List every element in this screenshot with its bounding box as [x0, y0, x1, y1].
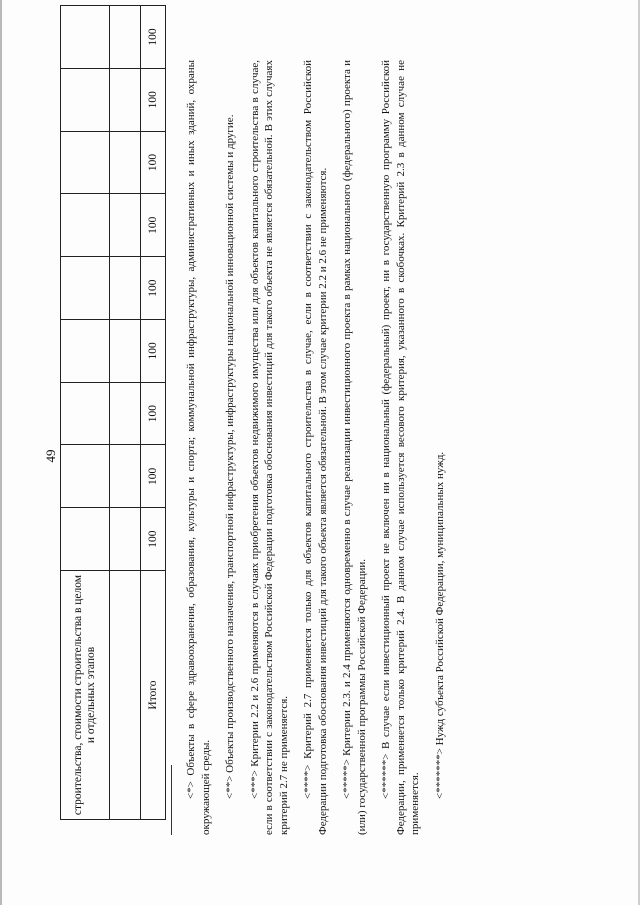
table-cell	[110, 382, 141, 445]
footnote-marker: <******>	[380, 753, 392, 799]
footnote-text: Объекты производственного назначения, транспортной инфраструктуры, инфраструктуры национальной инновационной системы и другие.	[224, 114, 236, 773]
total-value: 100	[141, 131, 166, 194]
table-row	[110, 6, 141, 820]
footnote-text: Критерий 2.7 применяется только для объектов капитального строительства в случае, если в соответствии с законодательством Российской Федерации подготовка обоснования инвестиций для такого объекта является обязательной. В этом случае критерии 2.2 и 2.6 не применяются.	[302, 59, 329, 835]
footnote-separator	[171, 765, 172, 835]
table-cell	[110, 6, 141, 69]
table-cell	[110, 131, 141, 194]
total-value: 100	[141, 445, 166, 508]
total-value: 100	[141, 68, 166, 131]
table-cell	[61, 382, 110, 445]
footnote-text: Критерии 2.3. и 2.4 применяются одновременно в случае реализации инвестиционного проекта в рамках национального (федерального) проекта и (или) государственной программы Российской Федерации.	[341, 60, 368, 835]
rotated-content	[60, 28, 600, 855]
total-value: 100	[141, 319, 166, 382]
footnote	[248, 60, 292, 835]
total-value: 100	[141, 382, 166, 445]
footnote	[379, 60, 423, 835]
footnote	[340, 60, 369, 835]
row-label-construction: строительства, стоимости строительства в целом и отдельных этапов	[61, 571, 110, 820]
footnote-text: Критерии 2.2 и 2.6 применяются в случаях приобретения объектов недвижимого имущества или для объектов капитального строительства в случае, если в соответствии с законодательством Российской Федерации подготовка обоснования инвестиций для такого объекта не является обязательной. В этих случаях критерий 2.7 не применяется.	[248, 60, 290, 835]
footnote-marker: <*****>	[341, 759, 353, 799]
table-cell	[110, 571, 141, 820]
table-row	[61, 6, 110, 820]
table-cell	[110, 508, 141, 571]
footnote-marker: <*******>	[433, 748, 446, 799]
footnote-marker: <***>	[248, 770, 261, 799]
table-cell	[61, 257, 110, 320]
table-cell	[110, 257, 141, 320]
total-value: 100	[141, 6, 166, 69]
total-value: 100	[141, 508, 166, 571]
table-cell	[110, 319, 141, 382]
footnote	[184, 60, 213, 835]
footnote-marker: <*>	[185, 781, 197, 799]
table-cell	[61, 6, 110, 69]
total-value: 100	[141, 257, 166, 320]
table-cell	[61, 131, 110, 194]
table-cell	[110, 68, 141, 131]
table-cell	[110, 194, 141, 257]
table-cell	[61, 68, 110, 131]
total-value: 100	[141, 194, 166, 257]
footnote-text: Нужд субъекта Российской Федерации, муниципальных нужд.	[433, 451, 446, 746]
table-cell	[61, 319, 110, 382]
table-cell	[61, 508, 110, 571]
row-label-total: Итого	[141, 571, 166, 820]
table-cell	[110, 445, 141, 508]
footnote-marker: <****>	[302, 764, 314, 799]
table-row-total	[141, 6, 166, 820]
footnote	[223, 60, 238, 835]
footnote-text: В случае если инвестиционный проект не включен ни в национальный (федеральный) проект, ни в государственную программу Российской Федерации, применяется только критерий 2.4. В данном случае используется весового критерия, указанного в скобочках. Критерий 2.3 в данном случае не применяется.	[380, 60, 421, 835]
criteria-table	[60, 5, 166, 820]
footnote-marker: <**>	[224, 775, 236, 799]
table-cell	[61, 445, 110, 508]
table-cell	[61, 194, 110, 257]
footnote	[301, 60, 330, 835]
footnotes	[184, 60, 457, 835]
footnote-text: Объекты в сфере здравоохранения, образования, культуры и спорта; коммунальной инфраструктуры, административных и иных зданий, охраны окружающей среды.	[185, 60, 212, 835]
footnote	[433, 60, 448, 835]
page-number: 49	[43, 449, 58, 463]
